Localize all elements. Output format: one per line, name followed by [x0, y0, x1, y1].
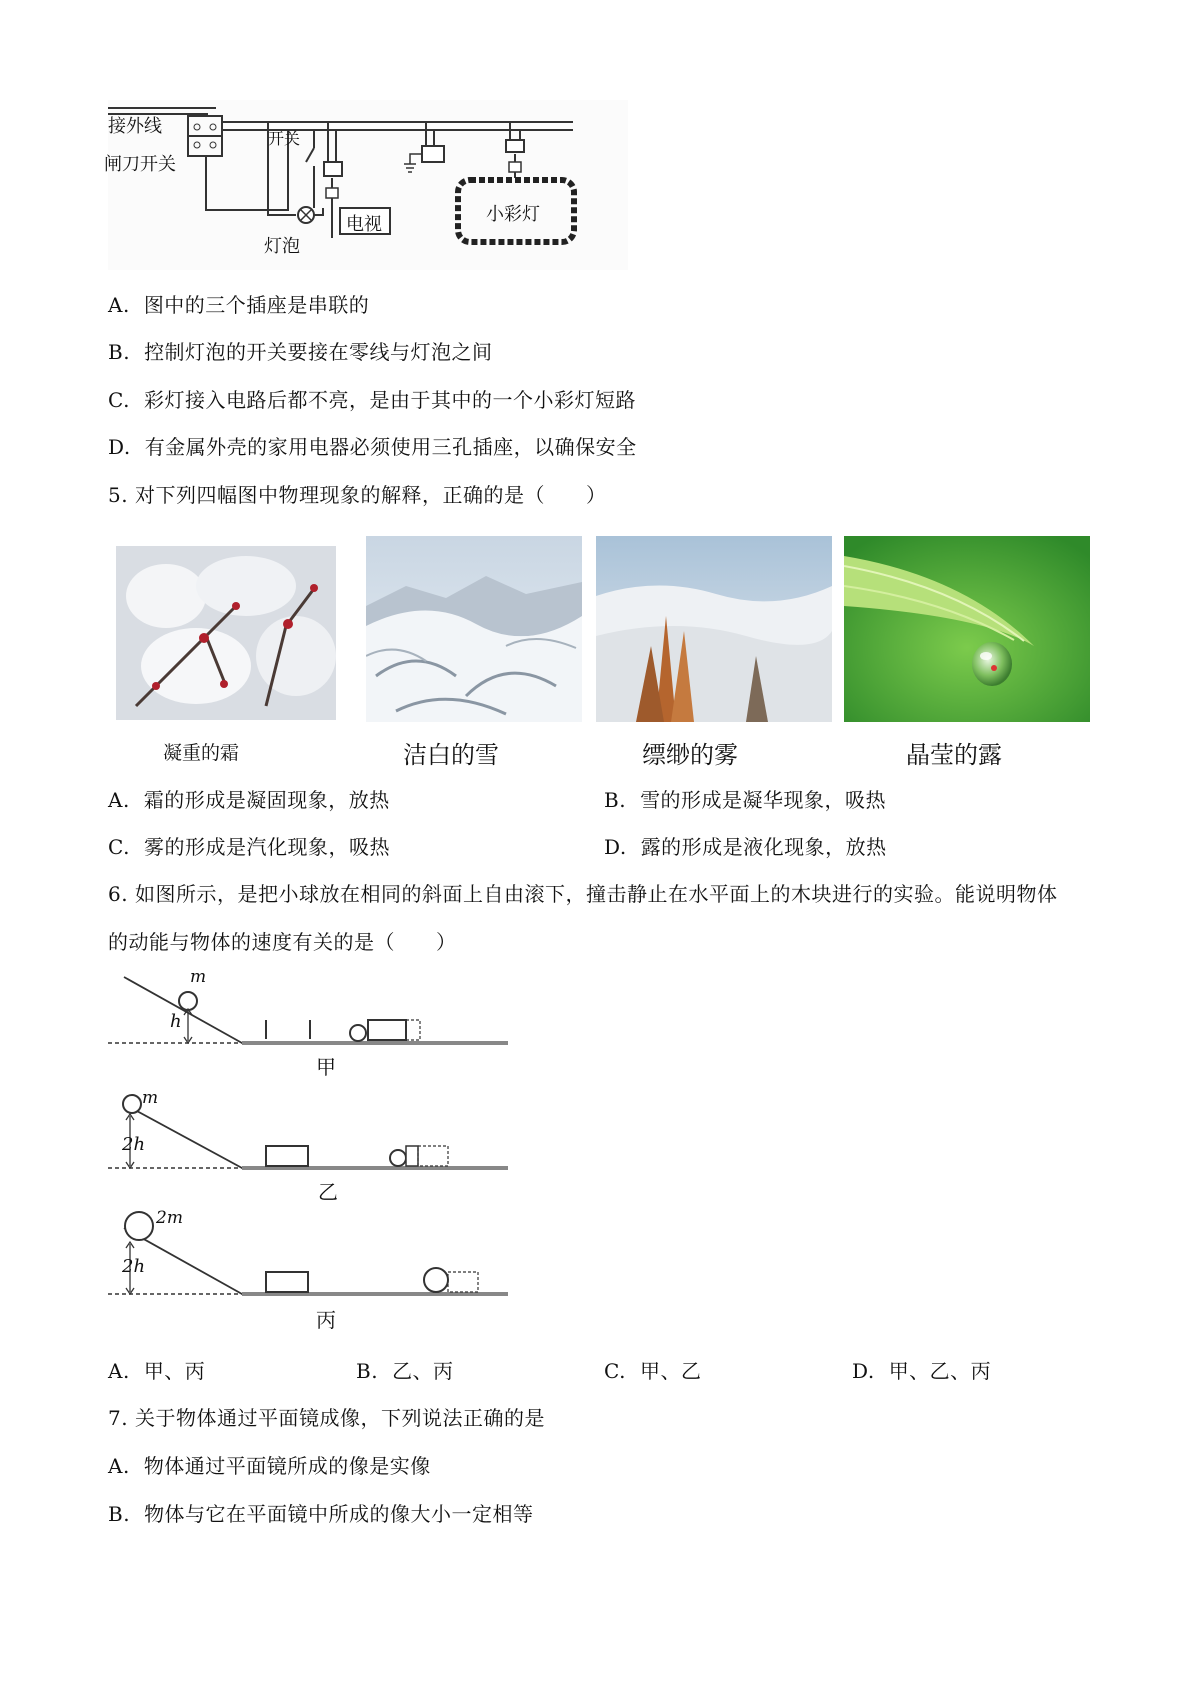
- q4-option-a: A. 图中的三个插座是串联的: [108, 293, 370, 317]
- dew-caption: 晶莹的露: [906, 741, 1002, 769]
- q5-stem: 5. 对下列四幅图中物理现象的解释，正确的是（ ）: [108, 483, 607, 507]
- incline-diagram-bing: [108, 1210, 508, 1335]
- q7-stem: 7. 关于物体通过平面镜成像，下列说法正确的是: [108, 1406, 545, 1430]
- diagram-name-bing: 丙: [316, 1308, 336, 1332]
- fog-photo: [596, 536, 832, 722]
- dew-photo: [844, 536, 1090, 722]
- diagram-name-yi: 乙: [318, 1180, 338, 1204]
- fog-caption: 缥缈的雾: [642, 741, 738, 769]
- q7-option-b: B. 物体与它在平面镜中所成的像大小一定相等: [108, 1502, 534, 1526]
- q4-option-b: B. 控制灯泡的开关要接在零线与灯泡之间: [108, 340, 493, 364]
- q6-option-b: B. 乙、丙: [356, 1359, 454, 1383]
- frost-image: [116, 546, 336, 720]
- q5-option-d: D. 露的形成是液化现象，放热: [604, 835, 887, 859]
- snow-caption: 洁白的雪: [403, 741, 499, 769]
- mass-label-jia: m: [190, 967, 207, 987]
- q4-option-d: D. 有金属外壳的家用电器必须使用三孔插座，以确保安全: [108, 435, 637, 459]
- incline-drawing-bing: [108, 1210, 508, 1335]
- dew-image: [844, 536, 1090, 722]
- height-label-bing: 2h: [122, 1256, 146, 1277]
- circuit-drawing: [108, 100, 628, 270]
- incline-diagram-yi: [108, 1090, 508, 1210]
- incline-drawing-yi: [108, 1090, 508, 1210]
- bulb-label: 灯泡: [264, 236, 300, 257]
- q6-stem-line2: 的动能与物体的速度有关的是（ ）: [108, 930, 457, 954]
- height-label-yi: 2h: [122, 1134, 146, 1155]
- mass-label-yi: m: [142, 1088, 159, 1108]
- q6-option-d: D. 甲、乙、丙: [852, 1359, 992, 1383]
- mass-label-bing: 2m: [156, 1208, 183, 1228]
- circuit-diagram: [104, 100, 628, 270]
- incline-diagram-jia: [108, 967, 508, 1085]
- snow-image: [366, 536, 582, 722]
- q5-option-a: A. 霜的形成是凝固现象，放热: [108, 788, 390, 812]
- frost-caption: 凝重的霜: [163, 742, 240, 764]
- switch-label: 开关: [268, 129, 301, 148]
- snow-photo: [366, 536, 582, 722]
- frost-photo: [116, 546, 336, 720]
- q5-option-b: B. 雪的形成是凝华现象，吸热: [604, 788, 887, 812]
- q6-option-c: C. 甲、乙: [604, 1359, 702, 1383]
- knife-switch-label: 闸刀开关: [104, 154, 176, 175]
- q5-option-c: C. 雾的形成是汽化现象，吸热: [108, 835, 390, 859]
- q7-option-a: A. 物体通过平面镜所成的像是实像: [108, 1454, 431, 1478]
- fog-image: [596, 536, 832, 722]
- lights-label: 小彩灯: [486, 204, 540, 225]
- tv-label: 电视: [346, 214, 382, 235]
- height-label-jia: h: [170, 1011, 182, 1032]
- incline-drawing-jia: [108, 975, 508, 1085]
- q6-stem-line1: 6. 如图所示，是把小球放在相同的斜面上自由滚下，撞击静止在水平面上的木块进行的实验。能说明物体: [108, 882, 1058, 906]
- diagram-name-jia: 甲: [316, 1055, 336, 1079]
- q6-option-a: A. 甲、丙: [108, 1359, 206, 1383]
- external-wire-label: 接外线: [108, 116, 162, 137]
- q4-option-c: C. 彩灯接入电路后都不亮，是由于其中的一个小彩灯短路: [108, 388, 636, 412]
